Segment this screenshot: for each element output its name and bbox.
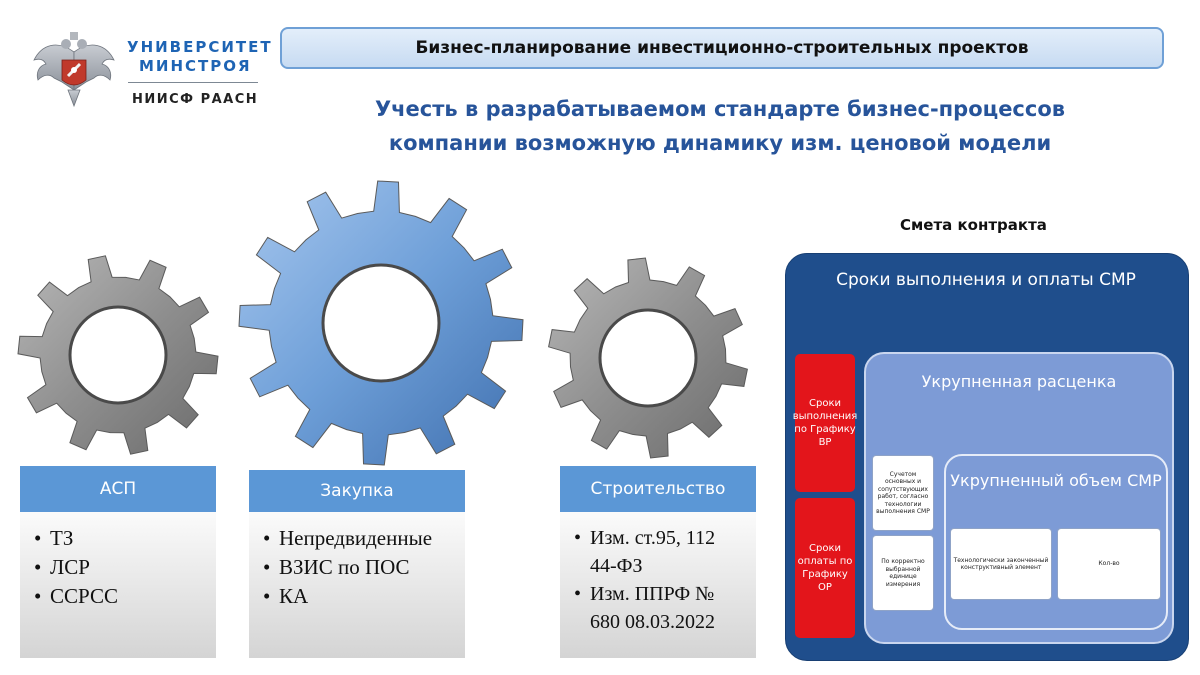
logo-title-line2: МИНСТРОЯ [139, 57, 252, 75]
card-procurement-body [249, 512, 465, 658]
card-procurement-title: Закупка [249, 470, 465, 512]
list-item: • ЛСР [34, 553, 206, 582]
subtitle-line1: Учесть в разрабатываемом стандарте бизнес-процессов [374, 97, 1066, 121]
card-construction [560, 466, 756, 658]
note-unit: По корректно выбранной единице измерения [872, 535, 934, 611]
card-construction-title: Строительство [560, 466, 756, 512]
outer-box-title: Сроки выполнения и оплаты СМР [836, 270, 1136, 290]
card-asp-title: АСП [20, 466, 216, 512]
coat-of-arms-icon [28, 30, 120, 110]
card-asp [20, 466, 216, 658]
red-box-payment: Сроки оплаты по Графику ОР [795, 498, 855, 638]
list-item: • Изм. ст.95, 112 44-ФЗ [574, 524, 746, 580]
logo-title-line1: УНИВЕРСИТЕТ [127, 38, 273, 56]
list-item: • ТЗ [34, 524, 206, 553]
banner-title: Бизнес-планирование инвестиционно-строительных проектов [415, 38, 1029, 58]
gears-illustration [0, 170, 760, 490]
red-box-execution: Сроки выполнения по Графику ВР [795, 354, 855, 492]
card-procurement [249, 470, 465, 658]
logo-divider [128, 82, 258, 83]
subtitle [300, 92, 1140, 160]
logo-subtitle: НИИСФ РААСН [132, 92, 259, 107]
card-asp-body [20, 512, 216, 658]
list-item: • Непредвиденные [263, 524, 455, 553]
white-box-quantity: Кол-во [1057, 528, 1161, 600]
gear-right-icon [549, 258, 748, 458]
note-works: Сучетом основных и сопутствующих работ, согласно технологии выполнения СМР [872, 455, 934, 531]
middle-box-title: Укрупненная расценка [921, 372, 1117, 391]
list-item: • КА [263, 582, 455, 611]
smeta-title: Смета контракта [900, 216, 1047, 234]
white-box-element: Технологически законченный конструктивный элемент [950, 528, 1052, 600]
title-banner [280, 27, 1164, 69]
inner-box-title: Укрупненный объем СМР [950, 471, 1162, 490]
card-construction-body [560, 512, 756, 658]
gear-left-icon [18, 256, 218, 454]
list-item: • ВЗИС по ПОС [263, 553, 455, 582]
list-item: • ССРСС [34, 582, 206, 611]
list-item: • Изм. ППРФ № 680 08.03.2022 [574, 580, 746, 636]
gear-center-icon [239, 181, 523, 465]
subtitle-line2: компании возможную динамику изм. ценовой модели [388, 131, 1052, 155]
